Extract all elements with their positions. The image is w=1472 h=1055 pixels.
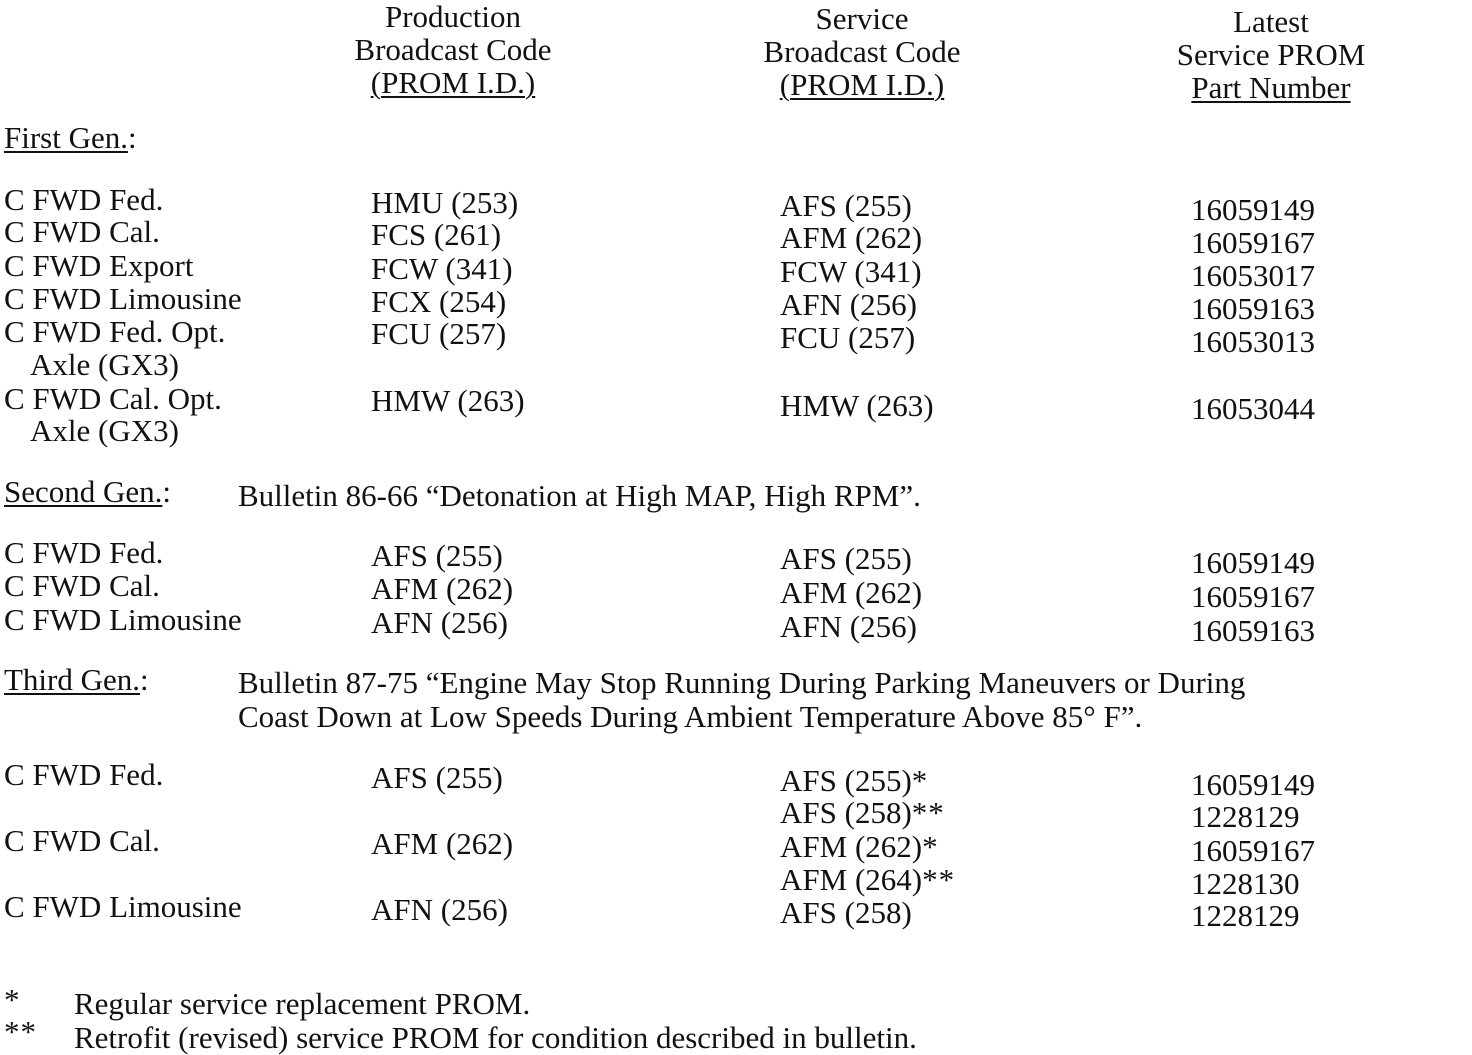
part-number-cell: 1228129	[1191, 898, 1300, 933]
service-code-cell: AFM (262)*	[780, 829, 939, 864]
bulletin-line: Bulletin 87-75 “Engine May Stop Running During Parking Maneuvers or During	[238, 665, 1246, 700]
production-code-cell: FCX (254)	[371, 284, 507, 319]
service-code-cell: AFN (256)	[780, 287, 917, 322]
production-code-cell: AFS (255)	[371, 760, 503, 795]
vehicle-cell-continued: Axle (GX3)	[30, 347, 179, 382]
vehicle-cell: C FWD Cal. Opt.	[4, 381, 222, 416]
part-number-cell: 16059149	[1191, 192, 1315, 227]
service-code-cell: HMW (263)	[780, 388, 934, 423]
production-code-cell: AFN (256)	[371, 892, 508, 927]
vehicle-cell: C FWD Limousine	[4, 602, 242, 637]
part-number-cell: 1228130	[1191, 866, 1300, 901]
production-code-cell: FCU (257)	[371, 316, 507, 351]
vehicle-cell: C FWD Limousine	[4, 281, 242, 316]
production-code-header: Production Broadcast Code (PROM I.D.)	[354, 0, 552, 100]
bulletin-line: Coast Down at Low Speeds During Ambient Temperature Above 85° F”.	[238, 699, 1143, 734]
vehicle-cell-continued: Axle (GX3)	[30, 413, 179, 448]
service-code-cell: AFM (262)	[780, 220, 923, 255]
service-code-cell: AFS (255)*	[780, 763, 929, 798]
production-code-cell: HMW (263)	[371, 383, 525, 418]
second-gen-heading: Second Gen.:	[4, 474, 172, 509]
production-code-cell: AFM (262)	[371, 826, 514, 861]
part-number-cell: 16059163	[1191, 291, 1315, 326]
service-code-cell: AFS (258)**	[780, 795, 945, 830]
footnote-mark: *	[911, 763, 929, 798]
vehicle-cell: C FWD Cal.	[4, 823, 160, 858]
part-number-cell: 1228129	[1191, 799, 1300, 834]
production-code-cell: HMU (253)	[371, 185, 519, 220]
service-code-cell: FCW (341)	[780, 254, 922, 289]
part-number-cell: 16053013	[1191, 324, 1315, 359]
footnote-mark: **	[911, 795, 945, 830]
footnote-mark: *	[4, 982, 21, 1017]
part-number-cell: 16053017	[1191, 258, 1315, 293]
vehicle-cell: C FWD Fed.	[4, 535, 164, 570]
footnote-mark: **	[922, 862, 956, 897]
part-number-cell: 16059149	[1191, 767, 1315, 802]
vehicle-cell: C FWD Cal.	[4, 214, 160, 249]
service-code-cell: AFN (256)	[780, 609, 917, 644]
part-number-cell: 16053044	[1191, 391, 1315, 426]
production-code-cell: AFN (256)	[371, 605, 508, 640]
part-number-cell: 16059167	[1191, 833, 1315, 868]
service-code-cell: AFM (262)	[780, 575, 923, 610]
footnote-text: Regular service replacement PROM.	[74, 986, 531, 1021]
service-code-cell: AFS (258)	[780, 895, 912, 930]
third-gen-bulletin	[238, 667, 1245, 732]
footnote-mark: **	[4, 1014, 37, 1049]
production-code-cell: AFM (262)	[371, 571, 514, 606]
part-number-cell: 16059149	[1191, 545, 1315, 580]
production-code-cell: AFS (255)	[371, 538, 503, 573]
part-number-cell: 16059163	[1191, 613, 1315, 648]
second-gen-bulletin: Bulletin 86-66 “Detonation at High MAP, High RPM”.	[238, 478, 921, 513]
part-number-cell: 16059167	[1191, 579, 1315, 614]
production-code-cell: FCS (261)	[371, 217, 502, 252]
vehicle-cell: C FWD Fed.	[4, 757, 164, 792]
first-gen-heading: First Gen.:	[4, 120, 137, 155]
service-code-cell: FCU (257)	[780, 320, 916, 355]
vehicle-cell: C FWD Limousine	[4, 889, 242, 924]
third-gen-heading: Third Gen.:	[4, 662, 149, 697]
service-code-cell: AFM (264)**	[780, 862, 956, 897]
vehicle-cell: C FWD Fed. Opt.	[4, 314, 226, 349]
vehicle-cell: C FWD Fed.	[4, 182, 164, 217]
latest-part-number-header: Latest Service PROM Part Number	[1176, 4, 1366, 105]
production-code-cell: FCW (341)	[371, 251, 513, 286]
service-code-cell: AFS (255)	[780, 541, 912, 576]
vehicle-cell: C FWD Cal.	[4, 568, 160, 603]
footnote-text: Retrofit (revised) service PROM for condition described in bulletin.	[74, 1020, 917, 1055]
vehicle-cell: C FWD Export	[4, 248, 194, 283]
part-number-cell: 16059167	[1191, 225, 1315, 260]
service-code-header: Service Broadcast Code (PROM I.D.)	[763, 1, 961, 102]
service-code-cell: AFS (255)	[780, 188, 912, 223]
footnote-mark: *	[922, 829, 939, 864]
